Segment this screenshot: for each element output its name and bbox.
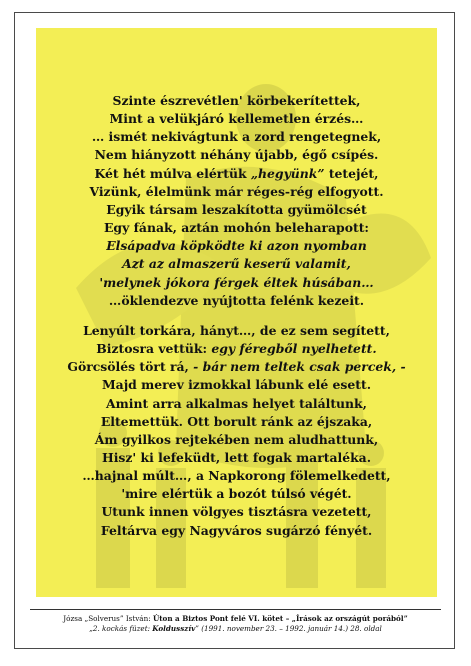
poem-line: Egy fának, aztán mohón beleharapott: bbox=[103, 220, 370, 236]
line-emphasis: - bár nem teltek csak percek, - bbox=[193, 359, 406, 375]
stanza-2 bbox=[36, 322, 437, 540]
poem-line: Mint a velükjáró kellemetlen érzés… bbox=[109, 111, 364, 127]
poem-line: … ismét nekivágtunk a zord rengetegnek, bbox=[91, 129, 382, 145]
poem-line: …hajnal múlt…, a Napkorong fölemelkedett, bbox=[82, 468, 391, 484]
poem-line: Egyik társam leszakította gyümölcsét bbox=[106, 201, 367, 217]
stanza-1 bbox=[36, 92, 437, 310]
poem-line: Eltemettük. Ott borult ránk az éjszaka, bbox=[100, 413, 373, 429]
line-emphasis: egy féregből nyelhetett. bbox=[211, 341, 377, 357]
poem-line: Amint arra alkalmas helyet találtunk, bbox=[106, 395, 367, 411]
poem-line: 'mire elértük a bozót túlsó végét. bbox=[121, 486, 352, 502]
poem-line: Lenyúlt torkára, hányt…, de ez sem segített, bbox=[83, 322, 390, 338]
poem-line: Nem hiányzott néhány újabb, égő csípés. bbox=[94, 147, 379, 163]
stanza-gap bbox=[36, 310, 437, 322]
author-name: Józsa „Solverus” István: bbox=[63, 614, 153, 623]
poem-line: Elsápadva köpködte ki azon nyomban bbox=[106, 238, 367, 254]
poem-line: Hisz' ki lefeküdt, lett fogak martaléka. bbox=[101, 449, 372, 465]
footer-citation bbox=[30, 609, 441, 634]
footer-row-book bbox=[30, 614, 441, 624]
notebook-prefix: „2. kockás füzet: bbox=[89, 624, 153, 633]
notebook-suffix: ” (1991. november 23. – 1992. január 14.) 28. oldal bbox=[195, 624, 382, 633]
line-emphasis: „hegyünk” bbox=[250, 165, 325, 181]
poem-line: Feltárva egy Nagyváros sugárzó fényét. bbox=[100, 522, 373, 538]
poem-line: Utunk innen völgyes tisztásra vezetett, bbox=[101, 504, 372, 520]
poem-line bbox=[36, 165, 437, 183]
notebook-title: Koldusszív bbox=[152, 624, 196, 633]
poem-line: Majd merev izmokkal lábunk elé esett. bbox=[101, 377, 372, 393]
book-title: Úton a Biztos Pont felé VI. kötet – „Írások az országút porából” bbox=[152, 614, 408, 623]
poem-line bbox=[36, 358, 437, 376]
poem-line: …öklendezve nyújtotta felénk kezeit. bbox=[108, 292, 365, 308]
poem bbox=[36, 92, 437, 540]
poem-line: Vizünk, élelmünk már réges-rég elfogyott. bbox=[89, 183, 384, 199]
poem-line: Szinte észrevétlen' körbekerítettek, bbox=[112, 93, 361, 108]
poem-line: 'melynek jókora férgek éltek húsában… bbox=[99, 274, 374, 290]
poem-line: Ám gyilkos rejtekében nem aludhattunk, bbox=[94, 431, 379, 447]
poem-line: Azt az almaszerű keserű valamit, bbox=[122, 256, 351, 272]
poem-line bbox=[36, 340, 437, 358]
line-text: Görcsölés tört rá, bbox=[67, 359, 194, 375]
line-text: tetejét, bbox=[324, 165, 379, 181]
footer-row-notebook bbox=[30, 624, 441, 634]
line-text: Két hét múlva elértük bbox=[94, 165, 251, 181]
line-text: Biztosra vettük: bbox=[96, 341, 212, 357]
